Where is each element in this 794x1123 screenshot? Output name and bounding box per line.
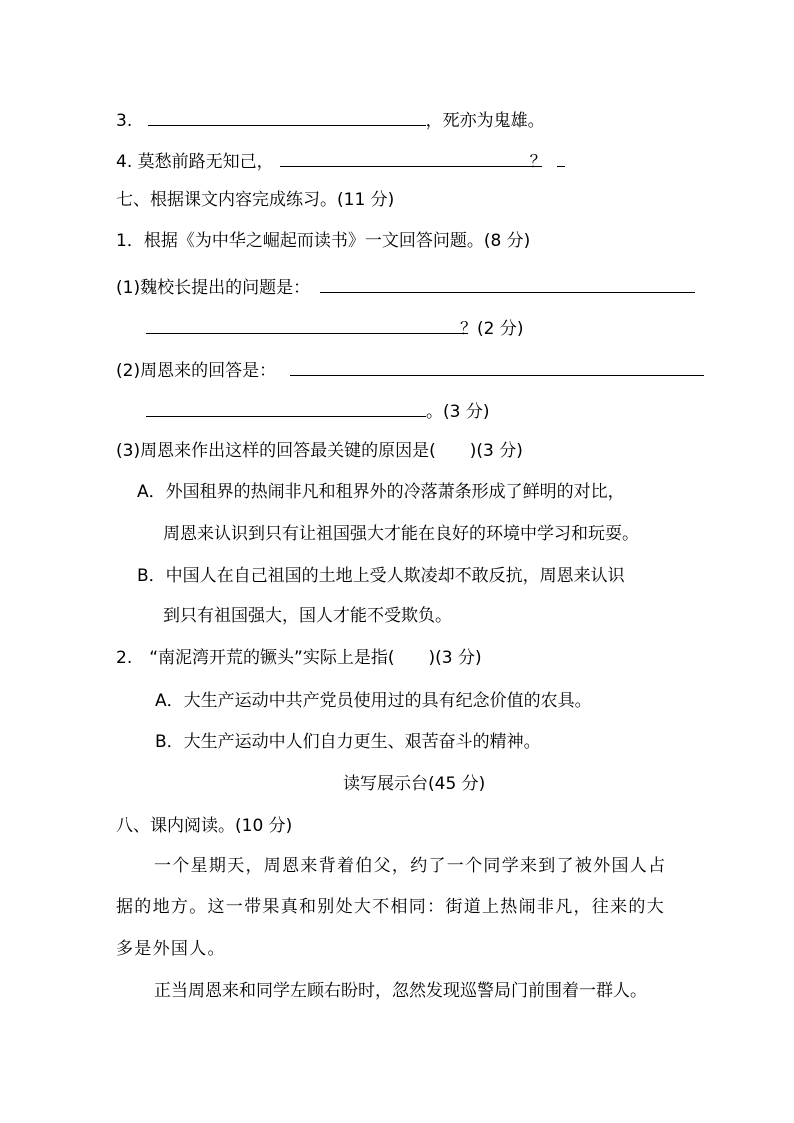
section-7-title: 七、根据课文内容完成练习。(11 分) — [116, 190, 395, 210]
sub-question-label: (1)魏校长提出的问题是： — [116, 278, 311, 298]
question-number: 4. — [116, 152, 133, 172]
blank-tail — [557, 148, 565, 167]
question-7-1-2-cont — [146, 398, 489, 423]
answer-blank[interactable] — [320, 274, 695, 293]
section-heading: 读写展示台(45 分) — [343, 774, 486, 794]
question-7-1-3: (3)周恩来作出这样的回答最关键的原因是( )(3 分) — [116, 441, 523, 461]
passage-line: 正当周恩来和同学左顾右盼时，忽然发现巡警局门前围着一群人。 — [154, 981, 647, 1001]
sub-question-end: ？(2 分) — [460, 319, 524, 339]
question-7-2: 2. “南泥湾开荒的镢头”实际上是指( )(3 分) — [116, 648, 482, 668]
question-7-1: 1．根据《为中华之崛起而读书》一文回答问题。(8 分) — [116, 231, 531, 251]
section-8-title: 八、课内阅读。(10 分) — [116, 816, 293, 836]
option-a: A．大生产运动中共产党员使用过的具有纪念价值的农具。 — [155, 691, 592, 711]
passage-line: 多是外国人。 — [116, 939, 226, 959]
question-text: ，死亦为鬼雄。 — [425, 111, 545, 131]
answer-blank[interactable] — [146, 315, 468, 334]
answer-blank[interactable] — [148, 107, 426, 126]
question-7-1-1 — [116, 274, 695, 299]
question-7-1-1-cont — [146, 315, 523, 340]
answer-blank[interactable] — [146, 398, 426, 417]
sub-question-end: 。(3 分) — [426, 402, 490, 422]
option-a-line1: A．外国租界的热闹非凡和租界外的冷落萧条形成了鲜明的对比， — [137, 482, 625, 502]
option-a-line2: 周恩来认识到只有让祖国强大才能在良好的环境中学习和玩耍。 — [163, 524, 639, 544]
question-number: 3. — [116, 111, 133, 131]
question-text: ？ — [529, 152, 547, 172]
answer-blank[interactable] — [290, 357, 704, 376]
question-text: 莫愁前路无知己， — [137, 152, 274, 172]
passage-line: 一个星期天，周恩来背着伯父，约了一个同学来到了被外国人占 — [154, 856, 667, 876]
question-7-1-2 — [116, 357, 704, 382]
passage-line: 据的地方。这一带果真和别处大不相同：街道上热闹非凡，往来的大 — [116, 897, 665, 917]
option-b-line1: B．中国人在自己祖国的土地上受人欺凌却不敢反抗，周恩来认识 — [137, 566, 625, 586]
option-b: B．大生产运动中人们自力更生、艰苦奋斗的精神。 — [155, 732, 541, 752]
question-3 — [116, 107, 545, 132]
answer-blank[interactable] — [280, 148, 542, 167]
question-4 — [116, 148, 565, 173]
sub-question-label: (2)周恩来的回答是： — [116, 361, 277, 381]
option-b-line2: 到只有祖国强大，国人才能不受欺负。 — [163, 606, 452, 626]
